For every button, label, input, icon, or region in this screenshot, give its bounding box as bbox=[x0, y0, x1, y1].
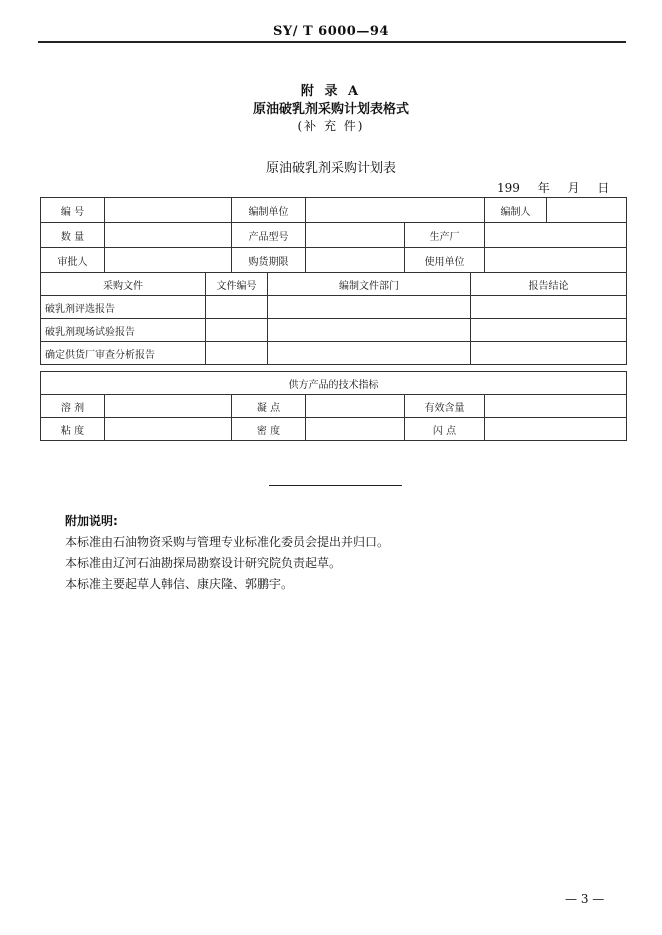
doc-name: 破乳剂评选报告 bbox=[41, 296, 206, 319]
info-row bbox=[41, 198, 627, 223]
label-compiling-unit: 编制单位 bbox=[232, 198, 306, 223]
value-manufacturer bbox=[485, 223, 627, 248]
value-product-model bbox=[306, 223, 405, 248]
documents-table bbox=[40, 272, 627, 365]
page-number: — 3 — bbox=[565, 892, 605, 906]
value-number bbox=[105, 198, 232, 223]
date-month-unit: 月 bbox=[567, 181, 580, 195]
label-approver: 审批人 bbox=[41, 248, 105, 273]
value-approver bbox=[105, 248, 232, 273]
label-purchase-deadline: 购货期限 bbox=[232, 248, 306, 273]
notes-line: 本标准由石油物资采购与管理专业标准化委员会提出并归口。 bbox=[65, 535, 390, 549]
notes-line: 本标准主要起草人韩信、康庆隆、郭鹏宇。 bbox=[65, 577, 294, 591]
documents-header-row bbox=[41, 273, 627, 296]
info-row bbox=[41, 248, 627, 273]
section-divider bbox=[269, 485, 402, 486]
tech-title-row bbox=[41, 372, 627, 395]
header-doc-number: 文件编号 bbox=[206, 273, 268, 296]
appendix-label: 附 录 A bbox=[300, 84, 362, 99]
label-effective-content: 有效含量 bbox=[405, 395, 485, 418]
value-quantity bbox=[105, 223, 232, 248]
additional-notes bbox=[65, 511, 389, 595]
info-row bbox=[41, 223, 627, 248]
table-row bbox=[41, 418, 627, 441]
date-year: 199 bbox=[497, 181, 520, 195]
header-rule bbox=[38, 41, 626, 43]
value-compiling-unit bbox=[306, 198, 485, 223]
label-pour-point: 凝 点 bbox=[232, 395, 306, 418]
label-user-unit: 使用单位 bbox=[405, 248, 485, 273]
doc-name: 确定供货厂审查分析报告 bbox=[41, 342, 206, 365]
appendix-note: (补 充 件) bbox=[297, 119, 365, 133]
value-compiler bbox=[547, 198, 627, 223]
header-report-conclusion: 报告结论 bbox=[471, 273, 627, 296]
info-table bbox=[40, 197, 627, 273]
label-compiler: 编制人 bbox=[485, 198, 547, 223]
table-row bbox=[41, 319, 627, 342]
table-row bbox=[41, 342, 627, 365]
appendix-title: 原油破乳剂采购计划表格式 bbox=[252, 102, 409, 117]
label-number: 编 号 bbox=[41, 198, 105, 223]
standard-code: SY/ T 6000—94 bbox=[273, 24, 389, 39]
notes-line: 本标准由辽河石油勘探局勘察设计研究院负责起草。 bbox=[65, 556, 342, 570]
date-day-unit: 日 bbox=[597, 181, 610, 195]
header-compiling-dept: 编制文件部门 bbox=[268, 273, 471, 296]
label-product-model: 产品型号 bbox=[232, 223, 306, 248]
date-line bbox=[497, 179, 623, 196]
value-purchase-deadline bbox=[306, 248, 405, 273]
label-density: 密 度 bbox=[232, 418, 306, 441]
notes-title: 附加说明: bbox=[65, 514, 118, 528]
table-row bbox=[41, 296, 627, 319]
label-viscosity: 粘 度 bbox=[41, 418, 105, 441]
form-title: 原油破乳剂采购计划表 bbox=[265, 161, 396, 176]
doc-name: 破乳剂现场试验报告 bbox=[41, 319, 206, 342]
header-purchase-doc: 采购文件 bbox=[41, 273, 206, 296]
label-quantity: 数 量 bbox=[41, 223, 105, 248]
label-flash-point: 闪 点 bbox=[405, 418, 485, 441]
tech-table bbox=[40, 371, 627, 441]
label-solvent: 溶 剂 bbox=[41, 395, 105, 418]
value-user-unit bbox=[485, 248, 627, 273]
label-manufacturer: 生产厂 bbox=[405, 223, 485, 248]
tech-title: 供方产品的技术指标 bbox=[41, 372, 627, 395]
table-row bbox=[41, 395, 627, 418]
date-year-unit: 年 bbox=[537, 181, 550, 195]
